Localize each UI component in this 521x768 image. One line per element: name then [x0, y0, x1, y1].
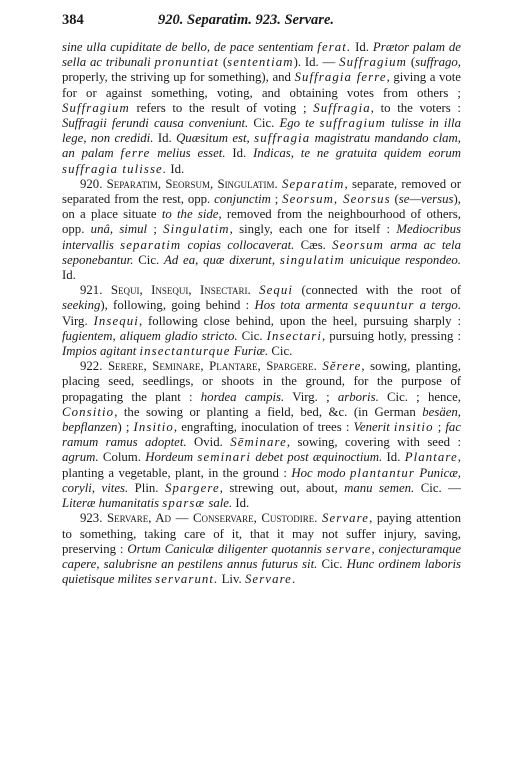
- entry-921-paragraph: 921. Sequi, Insequi, Insectari. Sequi (connected with the root of seeking), following, going behind : Hos tota armenta sequuntur a tergo. Virg. Insequi, following close behind, upon the heel, pursuing sharply : fugientem, aliquem gladio stricto. Cic. Insectari, pursuing hotly, pressing : Impios agitant insectanturque Furiæ. Cic.: [62, 283, 462, 359]
- paragraph-continuation: sine ulla cupiditate de bello, de pace sententiam ferat. Id. Prætor palam de sella ac tribunali pronuntiat (sententiam). Id. — Suffragium (suffrago, properly, the striving up for something), and Suffragia ferre, giving a vote for or against something, voting, and obtaining votes from others ; Suffragium refers to the result of voting ; Suffragia, to the voters : Suffragii ferundi causa conveniunt. Cic. Ego te suffragium tulisse in illa lege, non credidi. Id. Quæsitum est, suffragia magistratu mandando clam, an palam ferre melius esset. Id. Indicas, te ne gratuita quidem eorum suffragia tulisse. Id.: [62, 40, 462, 176]
- running-head: 920. Separatim. 923. Servare.: [158, 12, 335, 28]
- entry-920-paragraph: 920. Separatim, Seorsum, Singulatim. Separatim, separate, removed or separated from the rest, opp. conjunctim ; Seorsum, Seorsus (se—versus), on a place situate to the side, removed from the neighbourhood of others, opp. unâ, simul ; Singulatim, singly, each one for itself : Mediocribus intervallis separatim copias collocaverat. Cæs. Seorsum arma ac tela seponebantur. Cic. Ad ea, quæ dixerunt, singulatim unicuique respondeo. Id.: [62, 176, 462, 283]
- page-header: [62, 12, 461, 34]
- entry-922-paragraph: 922. Serere, Seminare, Plantare, Spargere. Sĕrere, sowing, planting, placing seed, seedlings, or shoots in the ground, for the purpose of propagating the plant : hordea campis. Virg. ; arboris. Cic. ; hence, Consitio, the sowing or planting a field, bed, &c. (in German besäen, bepflanzen) ; Insitio, engrafting, inoculation of trees : Venerit insitio ; fac ramum ramus adoptet. Ovid. Sēminare, sowing, covering with seed : agrum. Colum. Hordeum seminari debet post æquinoctium. Id. Plantare, planting a vegetable, plant, in the ground : Hoc modo plantantur Punicæ, coryli, vites. Plin. Spargere, strewing out, about, manu semen. Cic. — Literæ humanitatis sparsæ sale. Id.: [62, 359, 461, 511]
- page-body: [62, 40, 461, 587]
- page-number: 384: [62, 12, 84, 28]
- entry-923-paragraph: 923. Servare, Ad — Conservare, Custodire. Servare, paying attention to something, taking care of it, that it may not suffer injury, saving, preserving : Ortum Caniculæ diligenter quotannis servare, conjecturamque capere, salubrisne an pestilens annus futurus sit. Cic. Hunc ordinem laboris quietisque milites servarunt. Liv. Servare.: [62, 511, 462, 587]
